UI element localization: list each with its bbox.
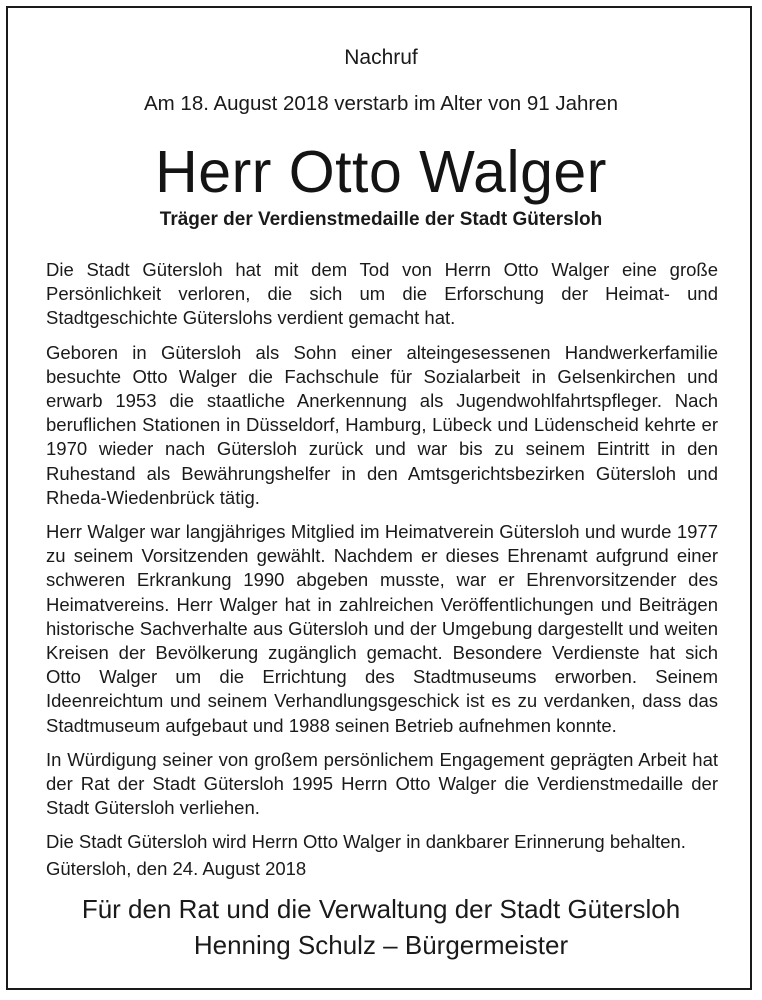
paragraph-remembrance: Die Stadt Gütersloh wird Herrn Otto Walger in dankbarer Erinnerung behalten.	[46, 831, 686, 853]
deceased-name: Herr Otto Walger	[155, 139, 607, 205]
signature-organization: Für den Rat und die Verwaltung der Stadt Gütersloh	[81, 894, 681, 924]
paragraph-intro: Die Stadt Gütersloh hat mit dem Tod von Herrn Otto Walger eine große Persönlichkeit verloren, die sich um die Erforschung der Heimat- und Stadtgeschichte Güterslohs verdient gemacht hat.	[46, 259, 718, 329]
death-date-line: Am 18. August 2018 verstarb im Alter von 91 Jahren	[143, 92, 619, 115]
signature-person: Henning Schulz – Bürgermeister	[193, 930, 569, 960]
honor-subtitle: Träger der Verdienstmedaille der Stadt Gütersloh	[159, 209, 603, 230]
notice-label: Nachruf	[344, 46, 418, 69]
obituary-body	[46, 258, 718, 865]
paragraph-career: Geboren in Gütersloh als Sohn einer alteingesessenen Handwerkerfamilie besuchte Otto Walger die Fachschule für Sozialarbeit in Gelsenkirchen und erwarb 1953 die staatliche Anerkennung als Jugendwohlfahrtspfleger. Nach beruflichen Stationen in Düsseldorf, Hamburg, Lübeck und Lüdenscheid kehrte er 1970 wieder nach Gütersloh zurück und war bis zu seinem Eintritt in den Ruhestand als Bewährungshelfer in den Amtsgerichtsbezirken Gütersloh und Rheda-Wiedenbrück tätig.	[46, 341, 718, 508]
place-date: Gütersloh, den 24. August 2018	[46, 858, 307, 879]
paragraph-heimatverein: Herr Walger war langjähriges Mitglied im Heimatverein Gütersloh und wurde 1977 zu seinem Vorsitzenden gewählt. Nachdem er dieses Ehrenamt aufgrund einer schweren Erkrankung 1990 abgeben musste, war er Ehrenvorsitzender des Heimatvereins. Herr Walger hat in zahlreichen Veröffentlichungen und Beiträgen historische Sachverhalte aus Gütersloh und der Umgebung dargestellt und weiten Kreisen der Bevölkerung zugänglich gemacht. Besondere Verdienste hat sich Otto Walger um die Errichtung des Stadtmuseums erworben. Seinem Ideenreichtum und seinem Verhandlungsgeschick ist es zu verdanken, dass das Stadtmuseum aufgebaut und 1988 seinen Betrieb aufnehmen konnte.	[46, 521, 718, 736]
paragraph-honor: In Würdigung seiner von großem persönlichem Engagement geprägten Arbeit hat der Rat der Stadt Gütersloh 1995 Herrn Otto Walger die Verdienstmedaille der Stadt Gütersloh verliehen.	[46, 748, 718, 819]
